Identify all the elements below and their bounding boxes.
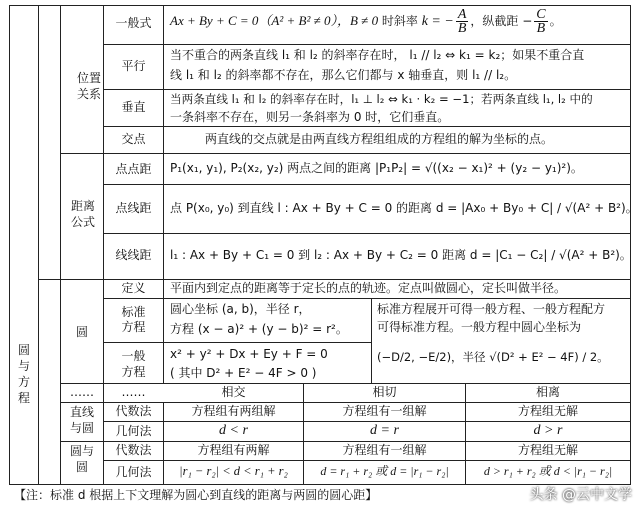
watermark: 头条 @云中文学 xyxy=(529,487,632,503)
content-yibanfc-2: ( 其中 D² + E² − 4F > 0 ) xyxy=(170,366,317,380)
dots-2: …… xyxy=(121,385,146,399)
divider xyxy=(163,5,164,383)
divider xyxy=(103,298,631,299)
lc-jihe-cell: d < r xyxy=(219,423,248,438)
cc-jihe-label: 几何法 xyxy=(115,465,152,479)
content-diandian: P₁(x₁, y₁), P₂(x₂, y₂) 两点之间的距离 |P₁P₂| = √((x₂ − x₁)² + (y₂ − y₁)²)。 xyxy=(170,161,583,175)
cc-daishu-cell: 方程组有两解 xyxy=(197,443,270,457)
group-weizhi: 位置 关系 xyxy=(76,71,101,101)
header-xiangqie: 相切 xyxy=(372,385,397,399)
group-line-circle: 直线 与圆 xyxy=(69,405,94,435)
lc-daishu-cell: 方程组无解 xyxy=(517,404,578,418)
lc-jihe-cell: d > r xyxy=(533,423,563,438)
label-yiban: 一般式 xyxy=(115,16,152,30)
divider xyxy=(103,460,631,461)
divider xyxy=(371,298,372,383)
content-biaozhun-1: 圆心坐标 (a, b)，半径 r， xyxy=(170,302,311,316)
content-xianxian: l₁ : Ax + By + C₁ = 0 到 l₂ : Ax + By + C₂ = 0 距离 d = |C₁ − C₂| / √(A² + B²)。 xyxy=(170,248,632,262)
lc-daishu-cell: 方程组有一组解 xyxy=(342,404,427,418)
divider xyxy=(103,184,631,185)
divider xyxy=(103,89,631,90)
footnote: 【注：标准 d 根据上下文理解为圆心到直线的距离与两圆的圆心距】 xyxy=(14,488,378,502)
lc-jihe-label: 几何法 xyxy=(115,424,152,438)
divider xyxy=(60,5,61,484)
cc-jihe-cell: d = r₁ + r₂ 或 d = |r₁ − r₂| xyxy=(320,464,449,478)
divider xyxy=(38,279,631,280)
group-juli: 距离 公式 xyxy=(70,199,95,229)
label-dianxian: 点线距 xyxy=(115,201,152,215)
border-right xyxy=(630,5,631,484)
label-jiaodian: 交点 xyxy=(121,132,146,146)
divider xyxy=(103,342,371,343)
content-pingxing-1: 当不重合的两条直线 l₁ 和 l₂ 的斜率存在时， l₁ // l₂ ⇔ k₁ = k₂；如果不重合直 xyxy=(170,48,585,62)
content-biaozhun-2: 方程 (x − a)² + (y − b)² = r²。 xyxy=(170,322,348,336)
label-yibanfc: 一般 方程 xyxy=(121,349,146,379)
divider xyxy=(103,126,631,127)
content-side-3: (−D/2, −E/2)，半径 √(D² + E² − 4F) / 2。 xyxy=(377,350,609,364)
group-circle-circle: 圆与 圆 xyxy=(69,444,94,474)
group-yuan: 圆 xyxy=(75,325,88,339)
cc-daishu-cell: 方程组有一组解 xyxy=(342,443,427,457)
content-chuizhi-1: 当两条直线 l₁ 和 l₂ 的斜率存在时，l₁ ⊥ l₂ ⇔ k₁ · k₂ = −1；若两条直线 l₁, l₂ 中的 xyxy=(170,92,593,106)
label-biaozhun: 标准 方程 xyxy=(121,305,146,334)
border-left xyxy=(9,5,10,484)
group-yuan-yu-fangcheng: 圆 与 方 程 xyxy=(17,343,30,405)
header-xiangjiao: 相交 xyxy=(221,385,246,399)
cc-daishu-label: 代数法 xyxy=(115,443,152,457)
content-yiban: Ax + By + C = 0（A² + B² ≠ 0），B ≠ 0 时斜率 k = − $\frac{A}{B}$ ，纵截距 − $\frac{C}{B}$ 。 xyxy=(170,7,562,36)
header-xiangli: 相离 xyxy=(535,385,560,399)
cc-daishu-cell: 方程组无解 xyxy=(517,443,578,457)
content-chuizhi-2: 一条斜率不存在，则另一条斜率为 0 时，它们垂直。 xyxy=(170,110,450,124)
content-dingyi: 平面内到定点的距离等于定长的点的轨迹。定点叫做圆心，定长叫做半径。 xyxy=(170,281,567,295)
cc-jihe-cell: d > r₁ + r₂ 或 d < |r₁ − r₂| xyxy=(483,464,613,478)
label-pingxing: 平行 xyxy=(121,59,146,73)
content-pingxing-2: 线 l₁ 和 l₂ 的斜率都不存在，那么它们都与 x 轴垂直，则 l₁ // l₂。 xyxy=(170,68,517,82)
content-side-1: 标准方程展开可得一般方程、一般方程配方 xyxy=(377,302,606,316)
divider xyxy=(60,441,631,442)
label-diandian: 点点距 xyxy=(115,162,152,176)
content-yibanfc-1: x² + y² + Dx + Ey + F = 0 xyxy=(170,347,328,361)
label-xianxian: 线线距 xyxy=(115,248,152,262)
label-dingyi: 定义 xyxy=(121,281,146,295)
divider xyxy=(60,383,631,384)
dots-1: …… xyxy=(70,385,94,399)
content-dianxian: 点 P(x₀, y₀) 到直线 l : Ax + By + C = 0 的距离 d = |Ax₀ + By₀ + C| / √(A² + B²)。 xyxy=(170,201,638,215)
divider xyxy=(103,233,631,234)
lc-jihe-cell: d = r xyxy=(370,423,399,438)
cc-jihe-cell: |r₁ − r₂| < d < r₁ + r₂ xyxy=(179,464,288,478)
lc-daishu-cell: 方程组有两组解 xyxy=(191,404,276,418)
divider xyxy=(38,5,39,484)
divider xyxy=(60,402,631,403)
divider xyxy=(103,421,631,422)
label-chuizhi: 垂直 xyxy=(121,100,146,114)
content-side-2: 可得标准方程。一般方程中圆心坐标为 xyxy=(377,320,582,334)
content-jiaodian: 两直线的交点就是由两直线方程组组成的方程组的解为坐标的点。 xyxy=(205,132,554,146)
divider xyxy=(103,44,631,45)
divider xyxy=(60,153,631,154)
lc-daishu-label: 代数法 xyxy=(115,404,152,418)
